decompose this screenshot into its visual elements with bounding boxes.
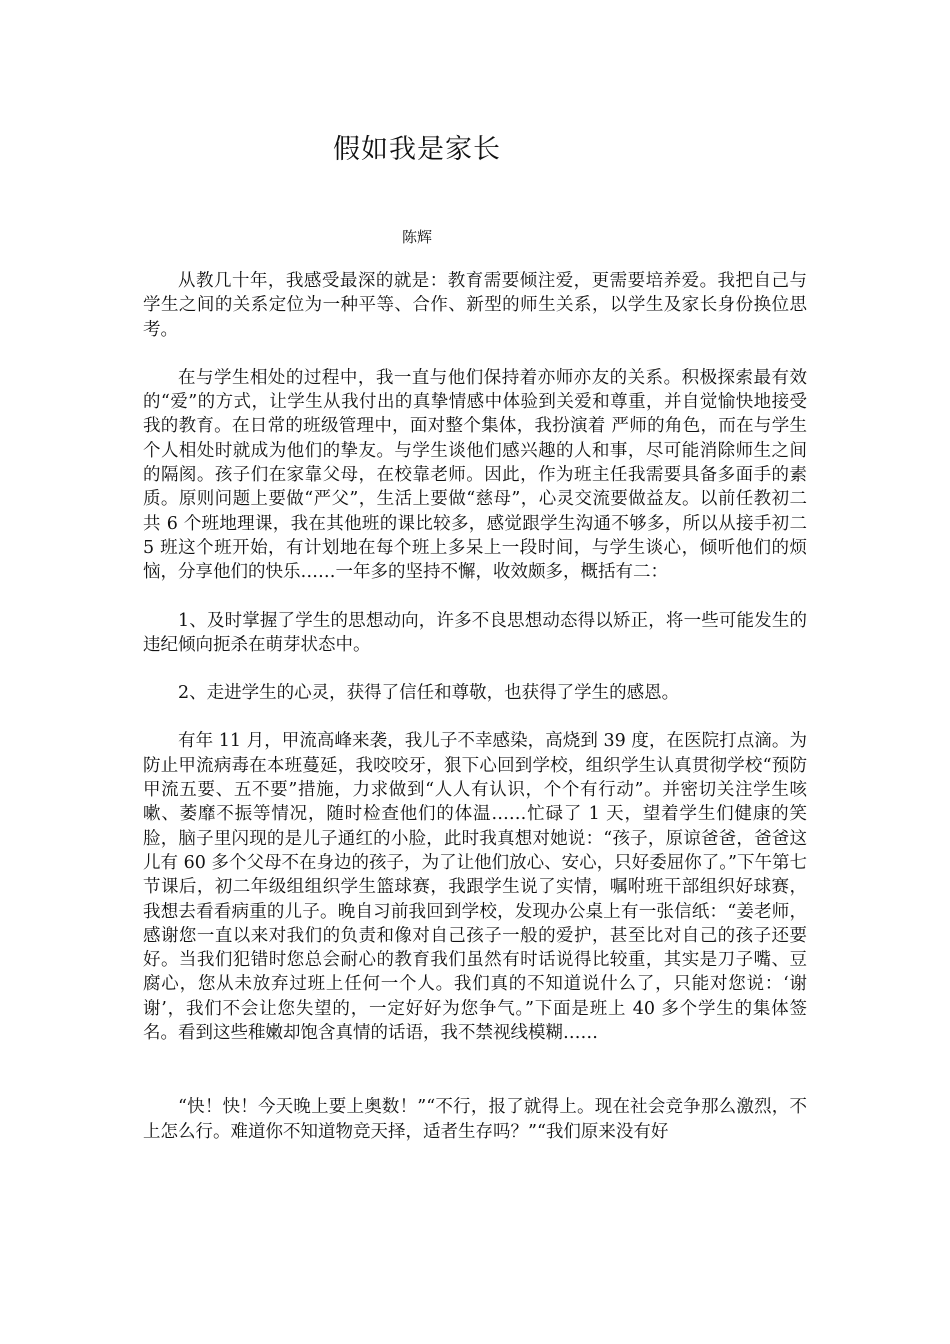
paragraph-point-1: 1、及时掌握了学生的思想动向，许多不良思想动态得以矫正，将一些可能发生的违纪倾向扼杀在萌芽状态中。 xyxy=(143,610,807,655)
document-body xyxy=(143,269,807,1168)
paragraph-flu-story: 有年 11 月，甲流高峰来袭，我儿子不幸感染，高烧到 39 度，在医院打点滴。为防止甲流病毒在本班蔓延，我咬咬牙，狠下心回到学校，组织学生认真贯彻学校“预防甲流五要、五不要”措施，力求做到“人人有认识，个个有行动”。并密切关注学生咳嗽、萎靡不振等情况，随时检查他们的体温……忙碌了 1 天，望着学生们健康的笑脸，脑子里闪现的是儿子通红的小脸，此时我真想对她说：“孩子，原谅爸爸，爸爸这儿有 60 多个父母不在身边的孩子，为了让他们放心、安心，只好委屈你了。”下午第七节课后，初二年级组组织学生篮球赛，我跟学生说了实情，嘱咐班干部组织好球赛，我想去看看病重的儿子。晚自习前我回到学校，发现办公桌上有一张信纸：“姜老师，感谢您一直以来对我们的负责和像对自己孩子一般的爱护，甚至比对自己的孩子还要好。当我们犯错时您总会耐心的教育我们虽然有时话说得比较重，其实是刀子嘴、豆腐心，您从未放弃过班上任何一个人。我们真的不知道说什么了，只能对您说：‘谢谢’，我们不会让您失望的，一定好好为您争气。”下面是班上 40 多个学生的集体签名。看到这些稚嫩却饱含真情的话语，我不禁视线模糊…… xyxy=(143,731,807,1044)
document-author: 陈辉 xyxy=(401,228,432,246)
paragraph-relationship: 在与学生相处的过程中，我一直与他们保持着亦师亦友的关系。积极探索最有效的“爱”的方式，让学生从我付出的真挚情感中体验到关爱和尊重，并自觉愉快地接受我的教育。在日常的班级管理中，面对整个集体，我扮演着 严师的角色，而在与学生个人相处时就成为他们的挚友。与学生谈他们感兴趣的人和事，尽可能消除师生之间的隔阂。孩子们在家靠父母，在校靠老师。因此，作为班主任我需要具备多面手的素质。原则问题上要做“严父”，生活上要做“慈母”，心灵交流要做益友。以前任教初二共 6 个班地理课，我在其他班的课比较多，感觉跟学生沟通不够多，所以从接手初二 5 班这个班开始，有计划地在每个班上多呆上一段时间，与学生谈心，倾听他们的烦恼，分享他们的快乐……一年多的坚持不懈，收效颇多，概括有二： xyxy=(143,367,807,583)
paragraph-dialogue: “快！快！今天晚上要上奥数！”“不行，报了就得上。现在社会竞争那么激烈，不上怎么行。难道你不知道物竞天择，适者生存吗？”“我们原来没有好 xyxy=(143,1097,807,1142)
paragraph-point-2: 2、走进学生的心灵，获得了信任和尊敬，也获得了学生的感恩。 xyxy=(178,683,680,704)
document-title: 假如我是家长 xyxy=(333,134,501,165)
paragraph-intro: 从教几十年，我感受最深的就是：教育需要倾注爱，更需要培养爱。我把自己与学生之间的关系定位为一种平等、合作、新型的师生关系，以学生及家长身份换位思考。 xyxy=(143,271,807,340)
